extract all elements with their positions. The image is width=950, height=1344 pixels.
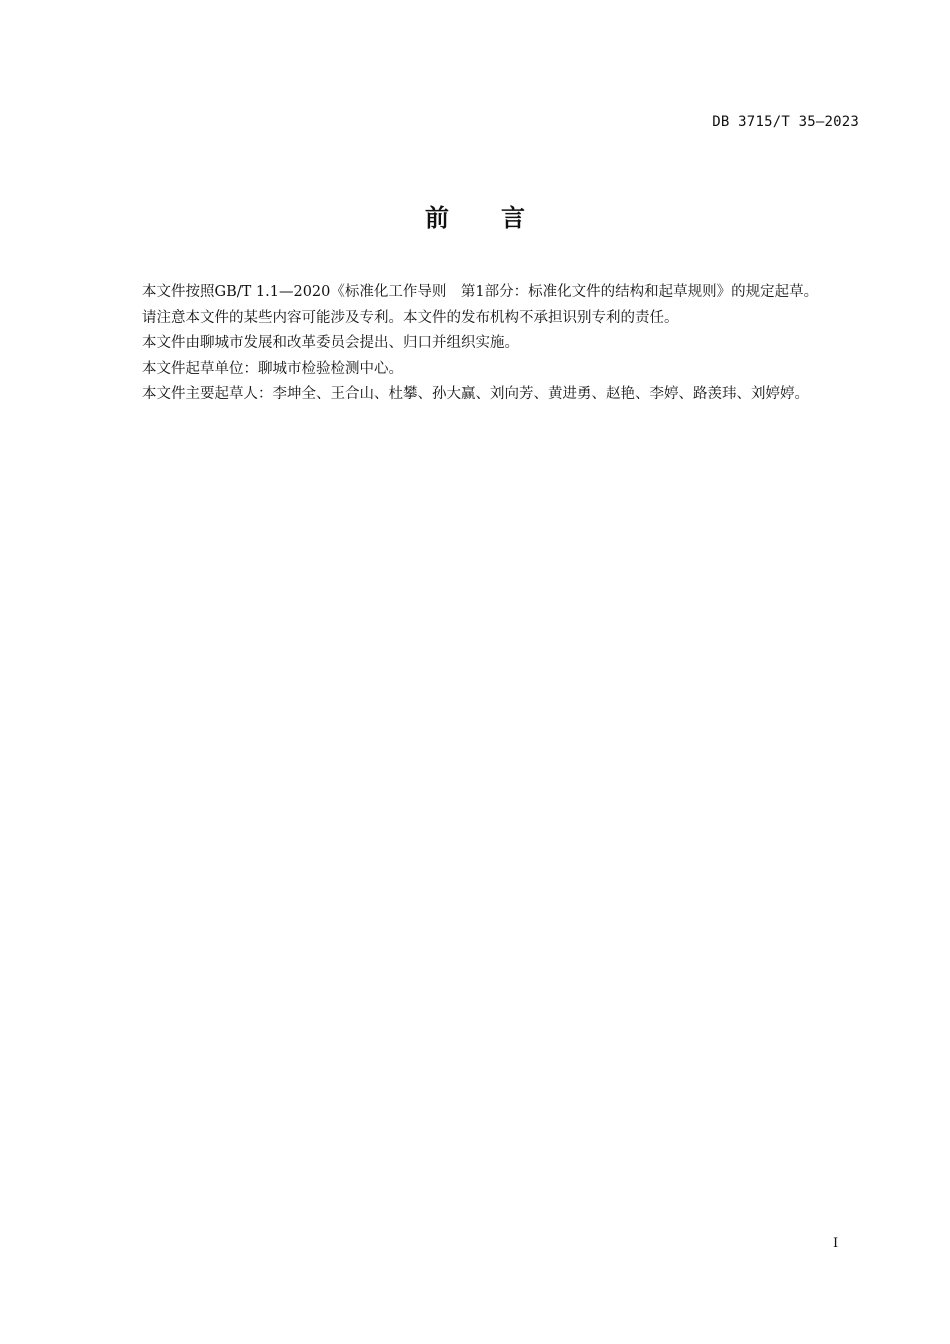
- paragraph-proposer: 本文件由聊城市发展和改革委员会提出、归口并组织实施。: [142, 335, 519, 351]
- document-code: DB 3715/T 35—2023: [712, 114, 859, 130]
- preface-body: [113, 280, 861, 408]
- paragraph-drafters: 本文件主要起草人：李坤全、王合山、杜攀、孙大赢、刘向芳、黄进勇、赵艳、李婷、路羡玮、刘婷婷。: [142, 386, 809, 402]
- title-char-2: 言: [501, 204, 525, 232]
- page-number: I: [833, 1236, 839, 1251]
- title-char-1: 前: [425, 204, 449, 232]
- page-title: [0, 198, 950, 233]
- paragraph-drafting-basis: 本文件按照GB/T 1.1—2020《标准化工作导则 第1部分：标准化文件的结构和起草规则》的规定起草。: [142, 284, 819, 300]
- paragraph-drafting-unit: 本文件起草单位：聊城市检验检测中心。: [142, 360, 403, 377]
- paragraph-patent-notice: 请注意本文件的某些内容可能涉及专利。本文件的发布机构不承担识别专利的责任。: [142, 309, 679, 326]
